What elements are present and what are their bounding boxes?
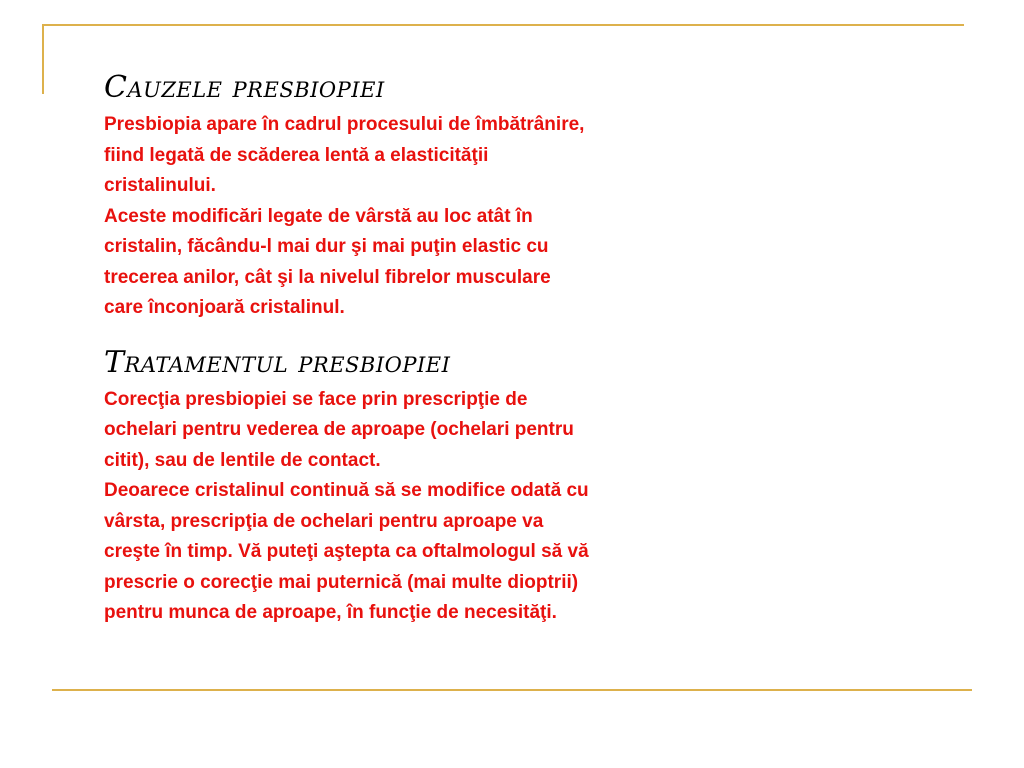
bottom-accent-rule [52, 689, 972, 691]
left-accent-rule [42, 24, 44, 94]
text-line: cristalin, făcându-l mai dur şi mai puţin elastic cu [104, 236, 549, 257]
text-line: cristalinului. [104, 175, 216, 196]
text-line: citit), sau de lentile de contact. [104, 449, 381, 471]
text-line: pentru munca de aproape, în funcţie de necesităţi. [104, 602, 557, 623]
treatment-paragraph-1 [104, 385, 784, 477]
text-line: Corecţia presbiopiei se face prin prescripţie de [104, 388, 528, 410]
text-line: ochelari pentru vederea de aproape (ochelari pentru [104, 419, 574, 440]
text-line: trecerea anilor, cât şi la nivelul fibrelor musculare [104, 266, 551, 288]
text-line: vârsta, prescripţia de ochelari pentru aproape va [104, 510, 544, 532]
text-line: fiind legată de scăderea lentă a elasticităţii [104, 144, 489, 166]
text-line: Deoarece cristalinul continuă să se modifice odată cu [104, 480, 589, 501]
text-line: care înconjoară cristalinul. [104, 297, 345, 318]
text-line: Aceste modificări legate de vârstă au loc atât în [104, 205, 533, 227]
section-heading-treatment: Tratamentul presbiopiei [104, 344, 451, 380]
text-line: Presbiopia apare în cadrul procesului de îmbătrânire, [104, 114, 585, 135]
slide-content [104, 66, 784, 629]
causes-paragraph-1 [104, 110, 784, 202]
text-line: prescrie o corecţie mai puternică (mai multe dioptrii) [104, 571, 579, 593]
top-accent-rule [42, 24, 964, 26]
section-heading-causes: Cauzele presbiopiei [104, 70, 385, 105]
causes-paragraph-2 [104, 202, 784, 324]
text-line: creşte în timp. Vă puteţi aştepta ca oftalmologul să vă [104, 541, 589, 562]
treatment-paragraph-2 [104, 476, 784, 629]
